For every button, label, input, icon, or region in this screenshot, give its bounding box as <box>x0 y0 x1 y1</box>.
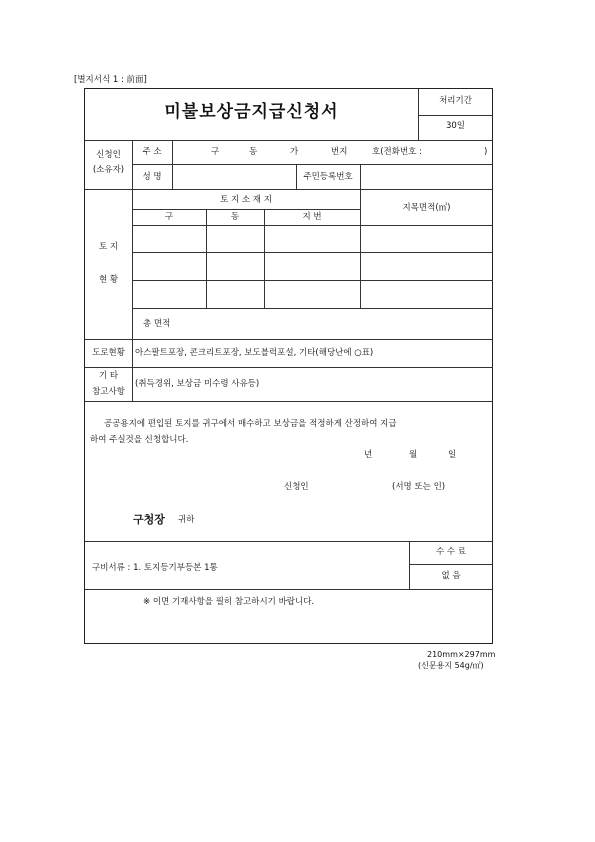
line-land-bottom <box>85 339 493 340</box>
fee-value: 없 음 <box>441 571 461 581</box>
line-land-row-3 <box>132 308 493 309</box>
address-ga: 가 <box>290 147 299 157</box>
land-section-label-1: 토 지 <box>98 242 119 252</box>
land-col-gu: 구 <box>164 212 174 222</box>
form-title: 미불보상금지급신청서 <box>164 102 339 122</box>
road-label: 도로현황 <box>92 348 125 358</box>
address-beonji: 번지 <box>331 147 348 157</box>
line-fee <box>409 564 493 565</box>
signer-label: 신청인 <box>284 482 309 492</box>
line-below-title <box>85 140 493 141</box>
addressee-suffix: 귀하 <box>178 515 195 525</box>
applicant-label: 신청인 <box>96 150 121 160</box>
land-section-label-2: 현 황 <box>98 275 119 285</box>
signature-label: (서명 또는 인) <box>392 482 446 492</box>
processing-value: 30일 <box>445 121 466 131</box>
request-text-line-2: 하여 주실것을 신청합니다. <box>90 435 189 445</box>
name-label: 성 명 <box>142 172 162 182</box>
line-resident-right <box>360 164 361 189</box>
reference-label: 참고사항 <box>92 387 125 397</box>
line-other-bottom <box>85 401 493 402</box>
land-col-jibeon: 지 번 <box>302 212 322 222</box>
line-applicant-bottom <box>85 189 493 190</box>
land-location-header: 토 지 소 재 지 <box>220 195 272 205</box>
line-road-label-col <box>132 339 133 401</box>
line-request-bottom <box>85 541 493 542</box>
line-label-col <box>132 140 133 339</box>
processing-label: 처리기간 <box>439 96 472 106</box>
address-gu: 구 <box>211 147 220 157</box>
paper-spec: (신문용지 54g/㎡) <box>418 661 484 670</box>
line-land-row-2 <box>132 280 493 281</box>
applicant-owner-label: (소유자) <box>92 165 125 175</box>
paper-size: 210mm×297mm <box>427 650 496 659</box>
line-applicant-subcol <box>172 140 173 189</box>
form-header-label: [별지서식 1 : 前面] <box>74 75 147 85</box>
line-road-bottom <box>85 367 493 368</box>
resident-number-label: 주민등록번호 <box>303 172 353 182</box>
address-label: 주 소 <box>142 147 162 157</box>
line-location-header <box>132 209 360 210</box>
line-dong-jibeon <box>264 209 265 308</box>
required-documents: 구비서류 : 1. 토지등기부등본 1통 <box>92 563 218 573</box>
fee-label: 수 수 료 <box>435 547 467 557</box>
line-processing <box>418 115 493 116</box>
road-value: 아스팔트포장, 콘크리트포장, 보도블럭포설, 기타(해당난에 ○표) <box>135 348 374 358</box>
line-address <box>132 164 493 165</box>
back-side-note: ※ 이면 기재사항을 필히 참고하시기 바랍니다. <box>143 597 315 607</box>
request-text-line-1: 공공용지에 편입된 토지를 귀구에서 매수하고 보상금을 적정하게 산정하여 지급 <box>104 419 397 429</box>
line-documents-bottom <box>85 589 493 590</box>
line-land-row-1 <box>132 252 493 253</box>
other-label: 기 타 <box>98 371 119 381</box>
other-value: (취득경위, 보상금 미수령 사유등) <box>135 379 260 389</box>
line-land-header <box>132 225 493 226</box>
land-area-header: 지목면적(㎡) <box>402 203 451 213</box>
date-day: 일 <box>448 450 457 460</box>
address-dong: 동 <box>249 147 258 157</box>
date-year: 년 <box>364 450 373 460</box>
total-area-label: 총 면적 <box>143 319 171 329</box>
address-ho-phone: 호(전화번호 : <box>372 147 422 157</box>
date-month: 월 <box>409 450 418 460</box>
address-phone-close: ) <box>484 147 488 157</box>
land-col-dong: 동 <box>230 212 240 222</box>
line-gu-dong <box>206 209 207 308</box>
addressee: 구청장 <box>133 513 165 526</box>
